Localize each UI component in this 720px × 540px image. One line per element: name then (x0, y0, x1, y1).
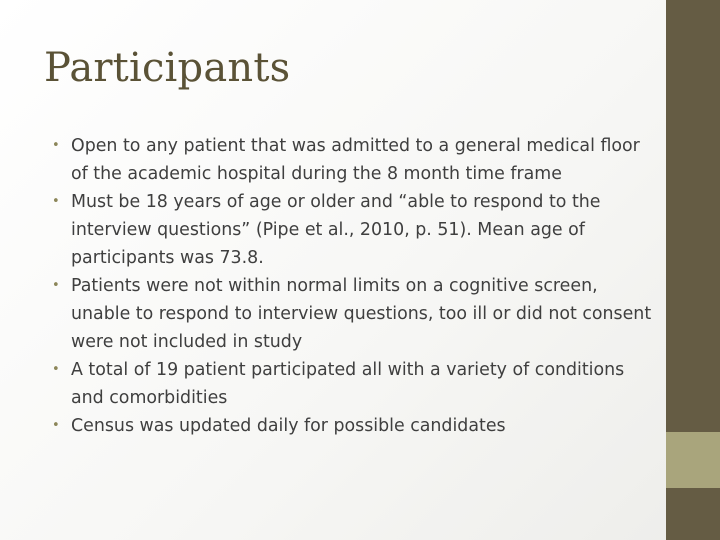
sidebar-light-band (666, 432, 720, 488)
bullet-text: Census was updated daily for possible candidates (71, 416, 506, 436)
bullet-item (52, 132, 652, 188)
slide-title: Participants (44, 45, 291, 91)
bullet-icon: • (52, 138, 60, 153)
bullet-item (52, 356, 652, 412)
sidebar-dark-tail (666, 488, 720, 540)
bullet-icon: • (52, 418, 60, 433)
bullet-item (52, 412, 652, 440)
bullet-icon: • (52, 278, 60, 293)
bullet-list (52, 132, 652, 440)
bullet-icon: • (52, 362, 60, 377)
bullet-text: Patients were not within normal limits on a cognitive screen, unable to respond to interview questions, too ill or did not consent were not included in study (71, 276, 652, 352)
bullet-item (52, 188, 652, 272)
sidebar-dark-band (666, 0, 720, 432)
bullet-icon: • (52, 194, 60, 209)
bullet-text: A total of 19 patient participated all with a variety of conditions and comorbidities (71, 360, 625, 408)
bullet-text: Open to any patient that was admitted to a general medical floor of the academic hospital during the 8 month time frame (71, 136, 640, 184)
bullet-item (52, 272, 652, 356)
bullet-text: Must be 18 years of age or older and “able to respond to the interview questions” (Pipe et al., 2010, p. 51). Mean age of participants was 73.8. (71, 192, 601, 268)
